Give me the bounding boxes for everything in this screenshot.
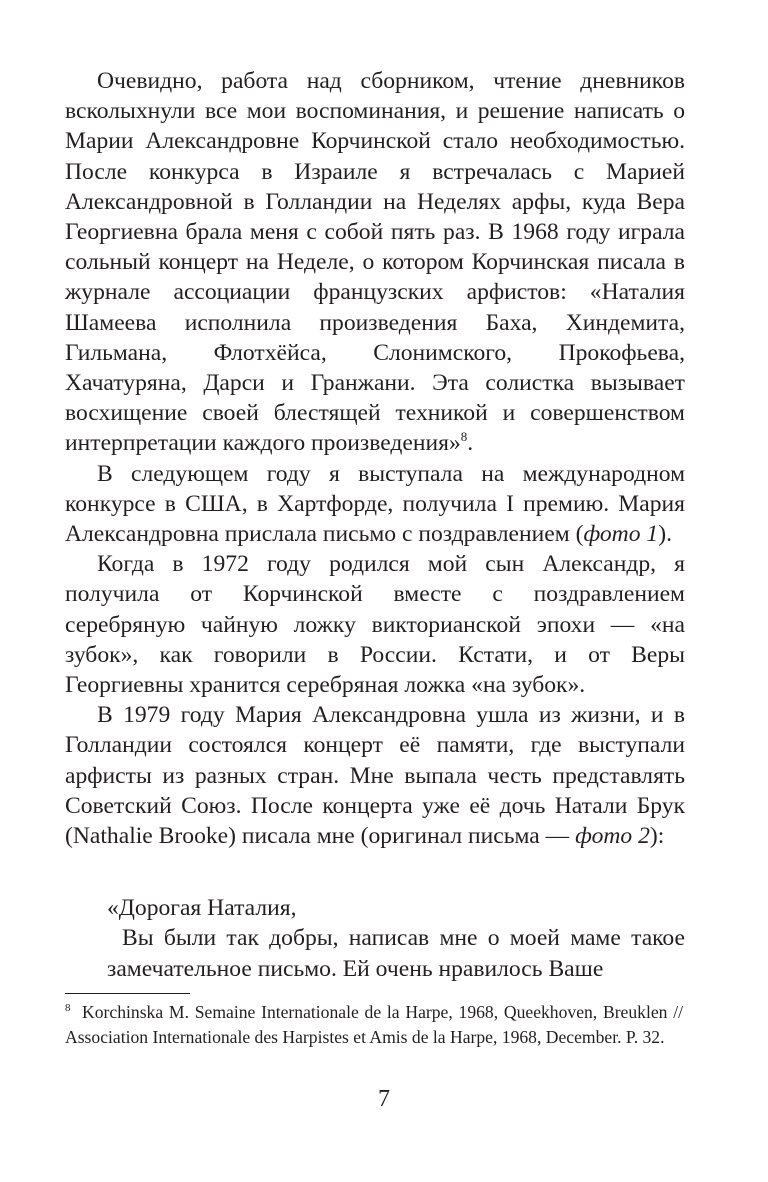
page-number: 7	[378, 1086, 390, 1112]
letter-quote	[65, 893, 685, 984]
paragraph-4-text: В 1979 году Мария Александровна ушла из жизни, и в Голландии состоялся концерт её памяти, где выступали арфисты из разных стран. Мне выпала честь представлять Советский Союз. После концерта уже её дочь Натали Брук (Nathalie Brooke) писала мне (оригинал письма —	[65, 702, 685, 850]
paragraph-1-tail: .	[467, 430, 474, 457]
footnote-reference[interactable]: 8	[460, 429, 468, 445]
paragraph-1	[65, 66, 685, 459]
letter-body: Вы были так добры, написав мне о моей маме такое замечательное письмо. Ей очень нравилось Ваше	[107, 925, 685, 982]
paragraph-2-text: В следующем году я выступала на международном конкурсе в США, в Хартфорде, получила I премию. Мария Александровна прислала письмо с поздравлением (	[65, 460, 685, 548]
paragraph-3	[65, 549, 685, 700]
paragraph-4	[65, 700, 685, 851]
photo-reference-1: фото 1	[583, 521, 659, 548]
footnote	[65, 1000, 683, 1049]
paragraph-2	[65, 459, 685, 550]
paragraph-3-text: Когда в 1972 году родился мой сын Александр, я получила от Корчинской вместе с поздравлением серебряную чайную ложку викторианской эпохи — «на зубок», как говорили в России. Кстати, и от Веры Георгиевны хранится серебряная ложка «на зубок».	[65, 551, 685, 699]
paragraph-4-tail: ):	[649, 823, 665, 850]
footnote-text: Korchinska M. Semaine Internationale de la Harpe, 1968, Queekhoven, Breuklen // Association Internationale des Harpistes et Amis de la Harpe, 1968, December. P. 32.	[65, 1002, 683, 1047]
main-text	[65, 66, 685, 984]
footnote-divider	[65, 993, 190, 994]
photo-reference-2: фото 2	[575, 823, 650, 850]
footnote-number: 8	[65, 1002, 71, 1015]
letter-salutation: «Дорогая Наталия,	[107, 895, 297, 922]
paragraph-2-tail: ).	[658, 521, 672, 548]
paragraph-1-text: Очевидно, работа над сборником, чтение дневников всколыхнули все мои воспоминания, и решение написать о Марии Александровне Корчинской стало необходимостью. После конкурса в Израиле я встречалась с Марией Александровной в Голландии на Неделях арфы, куда Вера Георгиевна брала меня с собой пять раз. В 1968 году играла сольный концерт на Неделе, о котором Корчинская писала в журнале ассоциации французских арфистов: «Наталия Шамеева исполнила произведения Баха, Хиндемита, Гильмана, Флотхёйса, Слонимского, Прокофьева, Хачатуряна, Дарси и Гранжани. Эта солистка вызывает восхищение своей блестящей техникой и совершенством интерпретации каждого произведения»	[65, 68, 685, 457]
